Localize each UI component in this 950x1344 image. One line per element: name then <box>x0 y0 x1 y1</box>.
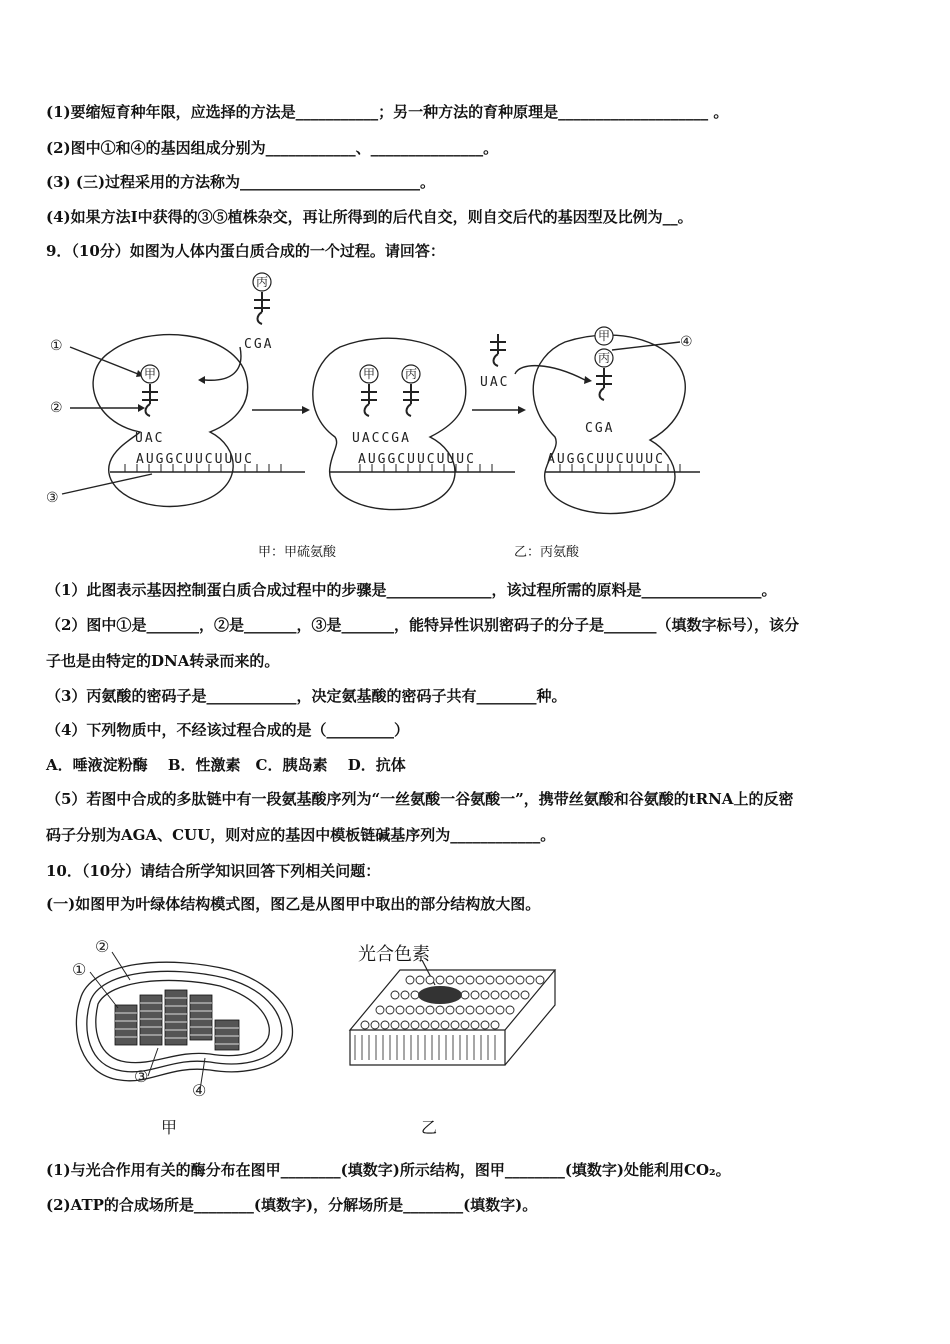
legend-alanine: 乙：丙氨酸 <box>514 545 580 560</box>
q9-options: A．唾液淀粉酶 B．性激素 C．胰岛素 D．抗体 <box>46 756 406 774</box>
anticodon: CGA <box>244 337 274 352</box>
chloroplast-label: ② <box>95 937 110 956</box>
trna-label: 丙 <box>597 351 611 365</box>
mrna-sequence: AUGGCUUCUUUC <box>547 452 665 467</box>
chloroplast-label: ④ <box>192 1081 207 1100</box>
q10-title: 10．（10分）请结合所学知识回答下列相关问题： <box>46 862 381 880</box>
chloroplast-label: ① <box>72 960 87 979</box>
trna-label: 甲 <box>597 329 611 343</box>
chloroplast-diagram <box>60 930 320 1110</box>
q10-intro: (一)如图甲为叶绿体结构模式图，图乙是从图甲中取出的部分结构放大图。 <box>46 895 541 913</box>
mrna-sequence: AUGGCUUCUUUC <box>136 452 254 467</box>
trna-label: 甲 <box>362 367 376 381</box>
legend-methionine: 甲：甲硫氨酸 <box>258 545 337 560</box>
q10-p1: (1)与光合作用有关的酶分布在图甲________(填数字)所示结构，图甲________(填数字)处能利用CO₂。 <box>46 1161 731 1179</box>
label-2: ② <box>50 400 63 416</box>
label-3: ③ <box>46 490 59 506</box>
trna-label: 丙 <box>404 367 418 381</box>
q10-p2: (2)ATP的合成场所是________(填数字)，分解场所是________(填数字)。 <box>46 1196 538 1214</box>
anticodon: UACCGA <box>352 431 411 446</box>
anticodon: UAC <box>135 431 165 446</box>
label-4: ④ <box>680 334 693 350</box>
translation-diagram <box>40 262 720 562</box>
q8-line-3: (3) (三)过程采用的方法称为________________________。 <box>46 173 436 191</box>
pigment-label: 光合色素 <box>358 944 430 965</box>
trna-label: 丙 <box>255 275 269 289</box>
label-1: ① <box>50 338 63 354</box>
caption-yi: 乙 <box>421 1118 438 1137</box>
anticodon: UAC <box>480 375 510 390</box>
q9-title: 9．（10分）如图为人体内蛋白质合成的一个过程。请回答： <box>46 242 445 260</box>
q9-p3: （3）丙氨酸的密码子是____________，决定氨基酸的密码子共有________种。 <box>46 687 567 705</box>
q8-line-1: (1)要缩短育种年限，应选择的方法是___________；另一种方法的育种原理是____________________ 。 <box>46 103 729 121</box>
q9-p5b: 码子分别为AGA、CUU，则对应的基因中模板链碱基序列为____________。 <box>46 826 556 844</box>
q9-p1: （1）此图表示基因控制蛋白质合成过程中的步骤是______________，该过程所需的原料是________________。 <box>46 581 777 599</box>
q9-p4: （4）下列物质中，不经该过程合成的是（_________） <box>46 721 409 739</box>
q9-p2b: 子也是由特定的DNA转录而来的。 <box>46 652 280 670</box>
caption-jia: 甲 <box>161 1118 178 1137</box>
mrna-sequence: AUGGCUUCUUUC <box>358 452 476 467</box>
membrane-diagram <box>340 960 570 1085</box>
chloroplast-label: ③ <box>134 1067 149 1086</box>
q9-p5a: （5）若图中合成的多肽链中有一段氨基酸序列为“一丝氨酸一谷氨酸一”，携带丝氨酸和谷氨酸的tRNA上的反密 <box>46 790 794 808</box>
q8-line-2: (2)图中①和④的基因组成分别为____________、_______________。 <box>46 139 499 157</box>
q9-p2a: （2）图中①是_______，②是_______，③是_______，能特异性识别密码子的分子是_______（填数字标号），该分 <box>46 616 799 634</box>
trna-label: 甲 <box>143 367 157 381</box>
q8-line-4: (4)如果方法Ⅰ中获得的③⑤植株杂交，再让所得到的后代自交，则自交后代的基因型及比例为__。 <box>46 208 693 226</box>
anticodon: CGA <box>585 421 615 436</box>
